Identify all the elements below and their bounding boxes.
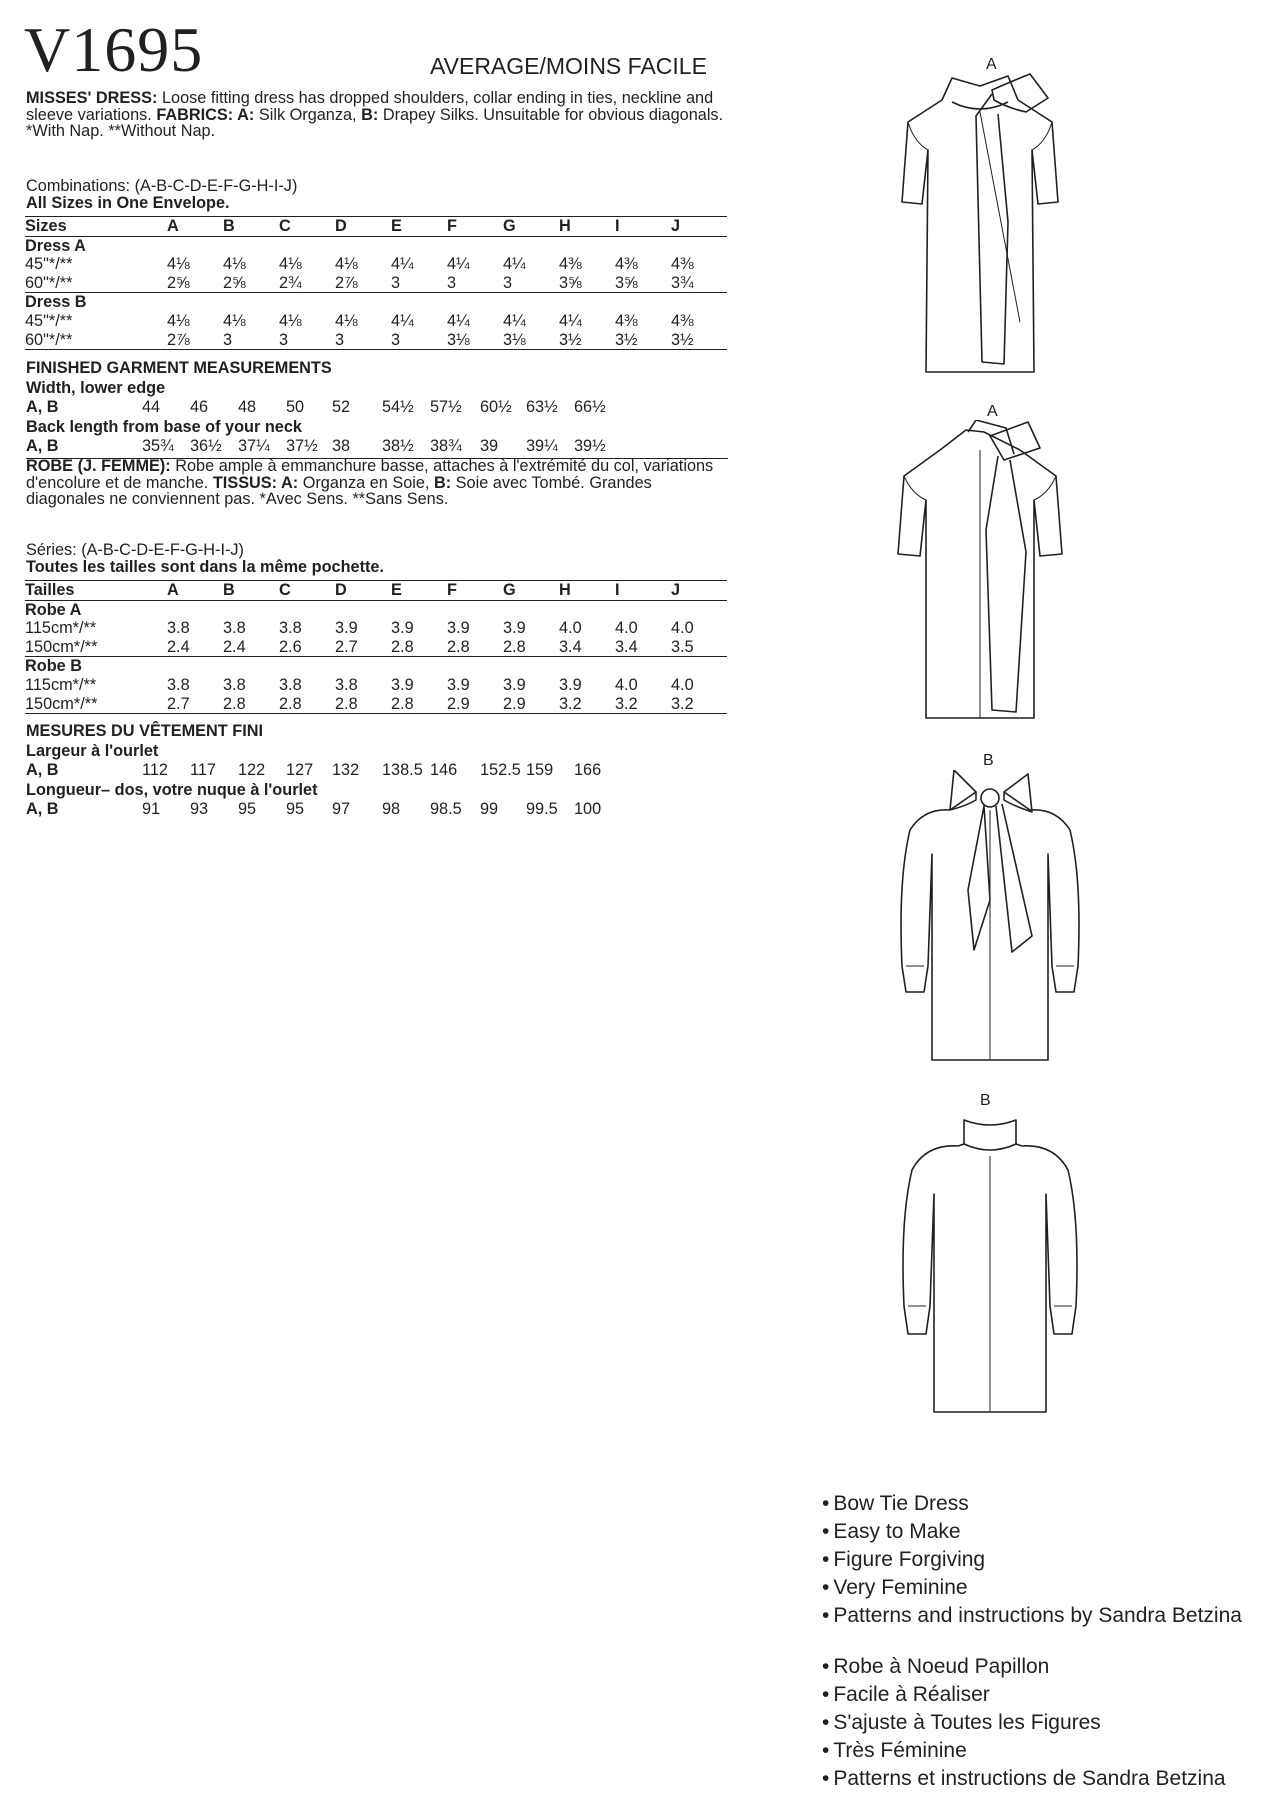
measurement-cell: 60½: [480, 398, 512, 416]
yardage-cell: 3: [447, 273, 457, 292]
description-text: Loose fitting dress has dropped shoulders, collar ending in ties, neckline and sleeve variations.: [26, 89, 714, 124]
size-col-header: A: [167, 581, 179, 599]
measurement-cell: 38¾: [430, 437, 462, 455]
measurement-cell: 99: [480, 800, 499, 818]
size-col-header: E: [391, 217, 402, 235]
measurement-row-label: A, B: [26, 800, 59, 818]
combinations-text: Séries: (A-B-C-D-E-F-G-H-I-J): [26, 541, 244, 559]
yardage-cell: 3.2: [671, 694, 694, 713]
yardage-cell: 2.8: [279, 694, 302, 713]
yardage-row: [25, 619, 727, 638]
measurement-row: [26, 800, 728, 820]
yardage-cell: 3.9: [503, 675, 526, 694]
english-yardage-table: [25, 216, 727, 350]
yardage-cell: 3⅝: [615, 273, 638, 292]
length-title: Longueur– dos, votre nuque à l'ourlet: [26, 780, 318, 799]
yardage-cell: 3: [391, 273, 401, 292]
measurement-cell: 95: [286, 800, 305, 818]
yardage-cell: 3.8: [167, 619, 190, 638]
yardage-cell: 3.9: [447, 675, 470, 694]
fabric-a-label: A:: [233, 105, 255, 124]
yardage-cell: 2¾: [279, 273, 302, 292]
size-col-header: J: [671, 581, 681, 599]
size-col-header: C: [279, 581, 291, 599]
measurement-cell: 132: [332, 761, 360, 779]
yardage-cell: 4⅛: [279, 255, 302, 274]
yardage-cell: 3½: [615, 330, 638, 349]
yardage-row: [25, 274, 727, 293]
yardage-cell: 4⅛: [335, 255, 358, 274]
yardage-cell: 3⅛: [447, 330, 470, 349]
size-header-row: [25, 581, 727, 601]
measurement-cell: 54½: [382, 398, 414, 416]
measurement-cell: 159: [526, 761, 554, 779]
yardage-cell: 3.8: [279, 675, 302, 694]
french-description: [26, 458, 726, 508]
fabric-b-label: B:: [433, 473, 452, 492]
view-section-label: Dress A: [25, 236, 86, 255]
yardage-cell: 3.8: [335, 675, 358, 694]
yardage-cell: 3.8: [167, 675, 190, 694]
size-header-row: [25, 217, 727, 237]
size-col-header: B: [223, 581, 235, 599]
yardage-cell: 4⅛: [167, 255, 190, 274]
yardage-cell: 2.8: [391, 694, 414, 713]
feature-item: • Patterns and instructions by Sandra Betzina: [822, 1602, 1242, 1630]
measurement-cell: 46: [190, 398, 209, 416]
feature-item: • S'ajuste à Toutes les Figures: [822, 1709, 1226, 1737]
yardage-cell: 4⅜: [615, 311, 638, 330]
measurement-cell: 138.5: [382, 761, 423, 779]
yardage-cell: 4⅜: [671, 255, 694, 274]
measurement-row: [26, 398, 728, 418]
yardage-cell: 2.9: [447, 694, 470, 713]
yardage-row: [25, 312, 727, 331]
feature-item: • Patterns et instructions de Sandra Betzina: [822, 1765, 1226, 1793]
size-col-header: C: [279, 217, 291, 235]
fabric-b-label: B:: [361, 105, 379, 124]
feature-item: • Robe à Noeud Papillon: [822, 1653, 1226, 1681]
yardage-cell: 3.8: [223, 675, 246, 694]
feature-item: • Facile à Réaliser: [822, 1681, 1226, 1709]
yardage-cell: 3: [279, 330, 289, 349]
fabric-b-text: Soie avec Tombé. Grandes diagonales ne conviennent pas. *Avec Sens. **Sans Sens.: [26, 473, 652, 508]
yardage-cell: 4¼: [503, 311, 526, 330]
yardage-cell: 3: [223, 330, 233, 349]
view-label-a-front: A: [986, 56, 997, 73]
yardage-cell: 3.9: [447, 619, 470, 638]
french-combinations: [26, 542, 384, 576]
feature-item: • Very Feminine: [822, 1574, 1242, 1602]
features-french: [822, 1653, 1226, 1793]
size-col-header: F: [447, 581, 457, 599]
measurement-cell: 50: [286, 398, 305, 416]
measurement-cell: 44: [142, 398, 161, 416]
size-col-header: I: [615, 581, 620, 599]
fabric-a-label: A:: [277, 473, 299, 492]
yardage-cell: 4¼: [391, 311, 414, 330]
yardage-cell: 4.0: [671, 675, 694, 694]
yardage-cell: 2.8: [335, 694, 358, 713]
measurement-row-label: A, B: [26, 398, 59, 416]
view-label-b-front: B: [983, 752, 994, 769]
finished-title: MESURES DU VÊTEMENT FINI: [26, 722, 264, 740]
fabric-width-label: 60"*/**: [25, 330, 73, 349]
yardage-row: [25, 331, 727, 350]
size-col-header: J: [671, 217, 681, 235]
view-section-row: [25, 600, 727, 619]
measurement-cell: 146: [430, 761, 458, 779]
envelope-text: Toutes les tailles sont dans la même pochette.: [26, 558, 384, 576]
length-title: Back length from base of your neck: [26, 417, 302, 436]
measurement-cell: 95: [238, 800, 257, 818]
fabric-width-label: 150cm*/**: [25, 637, 98, 656]
dress-a-back-sketch: [880, 420, 1080, 725]
yardage-cell: 3½: [671, 330, 694, 349]
size-col-header: D: [335, 217, 347, 235]
measurement-cell: 127: [286, 761, 314, 779]
measurement-cell: 38½: [382, 437, 414, 455]
fabric-width-label: 115cm*/**: [25, 619, 97, 638]
yardage-cell: 4¼: [503, 255, 526, 274]
yardage-cell: 2.7: [335, 637, 358, 656]
measurement-cell: 36½: [190, 437, 222, 455]
sizes-label: Sizes: [25, 217, 67, 235]
feature-item: • Easy to Make: [822, 1518, 1242, 1546]
yardage-cell: 4⅜: [559, 255, 582, 274]
measurement-cell: 38: [332, 437, 351, 455]
features-english: [822, 1490, 1242, 1630]
yardage-cell: 3.8: [223, 619, 246, 638]
yardage-cell: 3¾: [671, 273, 694, 292]
yardage-cell: 3: [335, 330, 345, 349]
yardage-cell: 4⅛: [223, 255, 246, 274]
width-title: Width, lower edge: [26, 378, 166, 397]
yardage-cell: 4⅜: [671, 311, 694, 330]
yardage-cell: 2⅞: [335, 273, 358, 292]
english-combinations: [26, 178, 297, 212]
yardage-cell: 3.8: [279, 619, 302, 638]
fabric-width-label: 150cm*/**: [25, 694, 98, 713]
fabrics-label: TISSUS:: [212, 473, 278, 492]
view-section-label: Robe B: [25, 657, 82, 676]
measurement-cell: 37½: [286, 437, 318, 455]
yardage-cell: 3: [391, 330, 401, 349]
view-section-row: [25, 236, 727, 255]
measurement-cell: 99.5: [526, 800, 558, 818]
yardage-cell: 3.4: [615, 637, 638, 656]
yardage-cell: 3.4: [559, 637, 582, 656]
envelope-text: All Sizes in One Envelope.: [26, 194, 230, 212]
measurement-row: [26, 437, 728, 457]
feature-item: • Bow Tie Dress: [822, 1490, 1242, 1518]
yardage-row: [25, 695, 727, 714]
yardage-cell: 2.9: [503, 694, 526, 713]
fabrics-label: FABRICS:: [156, 105, 234, 124]
width-title: Largeur à l'ourlet: [26, 741, 159, 760]
yardage-cell: 4.0: [615, 619, 638, 638]
yardage-cell: 4¼: [391, 255, 414, 274]
view-section-row: [25, 657, 727, 676]
measurement-cell: 91: [142, 800, 161, 818]
fabric-width-label: 45"*/**: [25, 255, 73, 274]
yardage-cell: 2⅝: [167, 273, 190, 292]
yardage-cell: 4⅛: [167, 311, 190, 330]
measurement-cell: 122: [238, 761, 266, 779]
yardage-cell: 4⅛: [335, 311, 358, 330]
yardage-cell: 4¼: [559, 311, 582, 330]
size-col-header: E: [391, 581, 402, 599]
description-title: ROBE (J. FEMME):: [26, 457, 171, 475]
yardage-cell: 4⅛: [279, 311, 302, 330]
yardage-cell: 2⅝: [223, 273, 246, 292]
measurement-cell: 48: [238, 398, 257, 416]
yardage-cell: 2.7: [167, 694, 190, 713]
yardage-cell: 2⅞: [167, 330, 190, 349]
yardage-cell: 2.8: [447, 637, 470, 656]
english-description: [26, 90, 726, 140]
yardage-cell: 3.9: [335, 619, 358, 638]
fabric-width-label: 45"*/**: [25, 311, 73, 330]
yardage-cell: 2.4: [167, 637, 190, 656]
finished-title: FINISHED GARMENT MEASUREMENTS: [26, 359, 332, 377]
size-col-header: H: [559, 581, 571, 599]
yardage-cell: 2.8: [223, 694, 246, 713]
french-finished-measurements: [26, 722, 728, 820]
difficulty-label: AVERAGE/MOINS FACILE: [430, 53, 707, 79]
measurement-cell: 66½: [574, 398, 606, 416]
view-section-label: Dress B: [25, 293, 87, 312]
french-yardage-table: [25, 580, 727, 714]
measurement-cell: 112: [142, 761, 168, 779]
yardage-cell: 3.9: [559, 675, 582, 694]
measurement-row-label: A, B: [26, 761, 59, 779]
fabric-a-text: Silk Organza,: [254, 105, 362, 124]
measurement-cell: 39½: [574, 437, 606, 455]
size-col-header: D: [335, 581, 347, 599]
fabric-a-text: Organza en Soie,: [298, 473, 434, 492]
size-col-header: F: [447, 217, 457, 235]
dress-b-front-sketch: [880, 770, 1100, 1070]
measurement-cell: 39¼: [526, 437, 558, 455]
yardage-cell: 3: [503, 273, 513, 292]
measurement-cell: 166: [574, 761, 602, 779]
english-finished-measurements: [26, 359, 728, 459]
measurement-cell: 98.5: [430, 800, 462, 818]
measurement-cell: 35¾: [142, 437, 174, 455]
dress-b-back-sketch: [880, 1110, 1100, 1420]
yardage-cell: 3.9: [391, 619, 414, 638]
yardage-cell: 2.6: [279, 637, 302, 656]
yardage-row: [25, 676, 727, 695]
measurement-cell: 93: [190, 800, 209, 818]
pattern-number: V1695: [24, 14, 204, 85]
measurement-cell: 100: [574, 800, 602, 818]
yardage-cell: 3⅝: [559, 273, 582, 292]
measurement-cell: 57½: [430, 398, 462, 416]
yardage-cell: 3.9: [503, 619, 526, 638]
yardage-cell: 4.0: [671, 619, 694, 638]
yardage-cell: 3½: [559, 330, 582, 349]
yardage-cell: 4⅜: [615, 255, 638, 274]
yardage-cell: 4.0: [615, 675, 638, 694]
view-label-b-back: B: [980, 1092, 991, 1109]
size-col-header: G: [503, 581, 516, 599]
yardage-cell: 4¼: [447, 311, 470, 330]
yardage-cell: 3.2: [615, 694, 638, 713]
fabric-width-label: 115cm*/**: [25, 675, 97, 694]
feature-item: • Figure Forgiving: [822, 1546, 1242, 1574]
yardage-cell: 3⅛: [503, 330, 526, 349]
measurement-cell: 39: [480, 437, 499, 455]
measurement-row: [26, 761, 728, 781]
fabric-b-text: Drapey Silks. Unsuitable for obvious diagonals. *With Nap. **Without Nap.: [26, 105, 724, 140]
size-col-header: I: [615, 217, 620, 235]
description-title: MISSES' DRESS:: [26, 89, 158, 107]
yardage-cell: 2.8: [391, 637, 414, 656]
measurement-cell: 52: [332, 398, 351, 416]
size-col-header: A: [167, 217, 179, 235]
yardage-cell: 2.4: [223, 637, 246, 656]
yardage-cell: 4¼: [447, 255, 470, 274]
view-label-a-back: A: [987, 403, 998, 420]
view-section-label: Robe A: [25, 600, 82, 619]
measurement-cell: 63½: [526, 398, 558, 416]
yardage-cell: 4.0: [559, 619, 582, 638]
sizes-label: Tailles: [25, 581, 75, 599]
yardage-cell: 2.8: [503, 637, 526, 656]
measurement-cell: 98: [382, 800, 401, 818]
yardage-cell: 4⅛: [223, 311, 246, 330]
yardage-row: [25, 255, 727, 274]
measurement-cell: 97: [332, 800, 351, 818]
feature-item: • Très Féminine: [822, 1737, 1226, 1765]
yardage-cell: 3.9: [391, 675, 414, 694]
measurement-row-label: A, B: [26, 437, 59, 455]
dress-a-front-sketch: [880, 72, 1080, 382]
yardage-row: [25, 638, 727, 657]
size-col-header: G: [503, 217, 516, 235]
measurement-cell: 152.5: [480, 761, 521, 779]
description-text: Robe ample à emmanchure basse, attaches à l'extrémité du col, variations d'encolure et de manche.: [26, 457, 714, 492]
size-col-header: H: [559, 217, 571, 235]
measurement-cell: 117: [190, 761, 216, 779]
measurement-cell: 37¼: [238, 437, 270, 455]
size-col-header: B: [223, 217, 235, 235]
fabric-width-label: 60"*/**: [25, 273, 73, 292]
view-section-row: [25, 293, 727, 312]
combinations-text: Combinations: (A-B-C-D-E-F-G-H-I-J): [26, 177, 298, 195]
yardage-cell: 3.2: [559, 694, 582, 713]
yardage-cell: 3.5: [671, 637, 694, 656]
